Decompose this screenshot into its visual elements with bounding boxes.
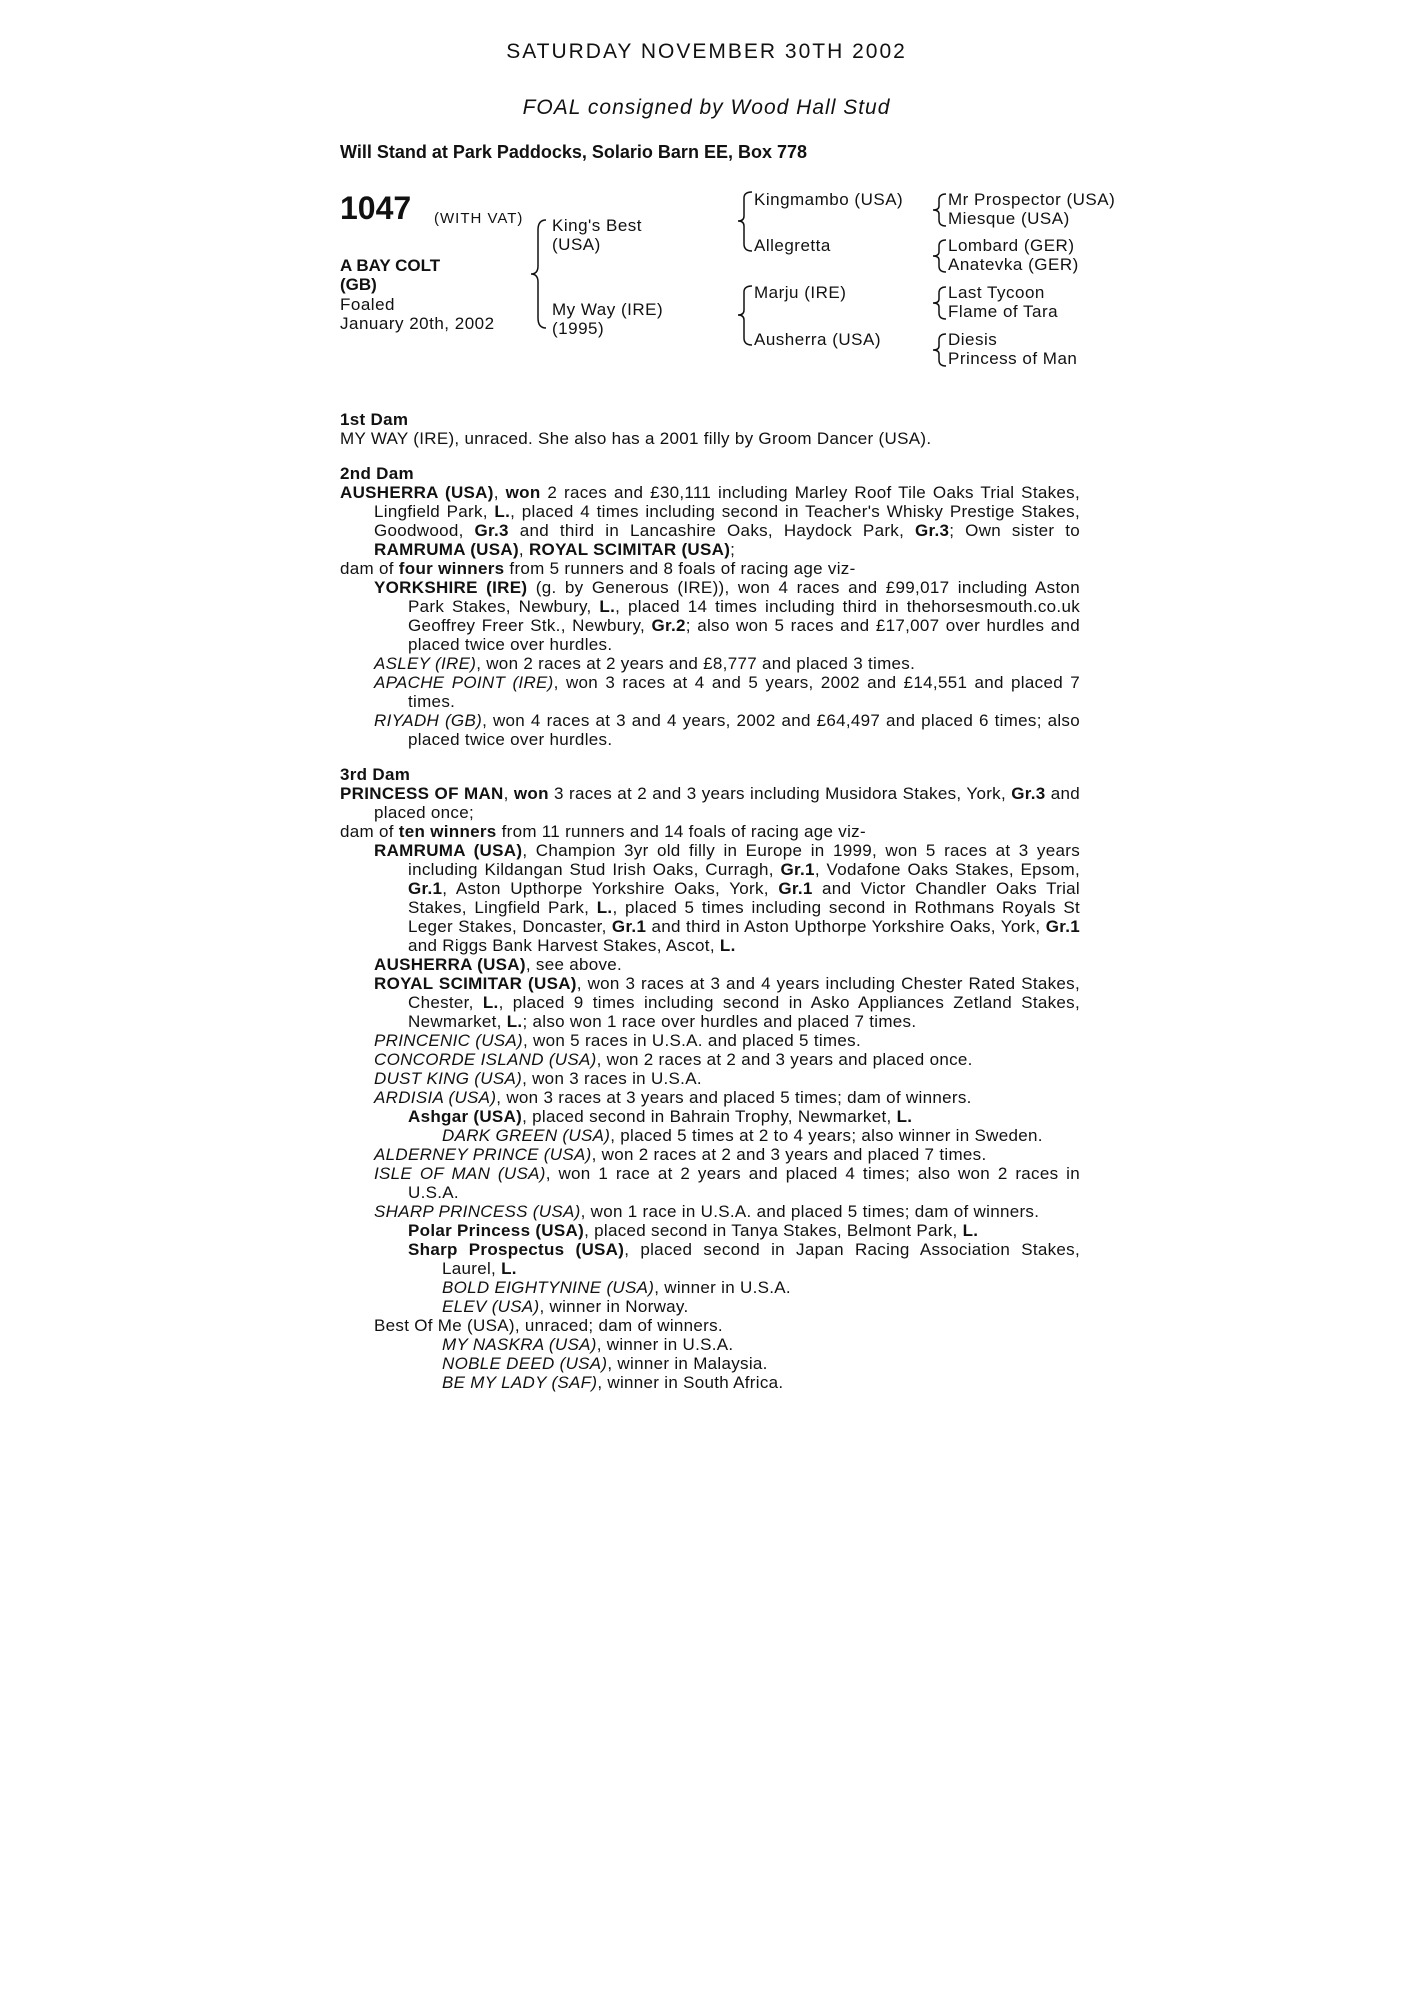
produce-subitem: Polar Princess (USA), placed second in Tanya Stakes, Belmont Park, L.	[408, 1221, 979, 1240]
sire-origin: (USA)	[552, 235, 601, 254]
produce-item: ARDISIA (USA), won 3 races at 3 years and placed 5 times; dam of winners.	[374, 1088, 972, 1107]
pedigree-sire	[552, 216, 642, 254]
produce-item: CONCORDE ISLAND (USA), won 2 races at 2 and 3 years and placed once.	[374, 1050, 973, 1069]
third-dam-entry: PRINCESS OF MAN, won 3 races at 2 and 3 years including Musidora Stakes, York, Gr.3 and placed once;	[340, 784, 1080, 822]
produce-subitem: NOBLE DEED (USA), winner in Malaysia.	[442, 1354, 768, 1373]
first-dam-heading: 1st Dam	[340, 410, 409, 429]
first-dam-text: MY WAY (IRE), unraced. She also has a 2001 filly by Groom Dancer (USA).	[340, 429, 932, 448]
produce-subitem: BE MY LADY (SAF), winner in South Africa.	[442, 1373, 784, 1392]
produce-record	[340, 410, 1080, 1392]
second-dam-entry: AUSHERRA (USA), won 2 races and £30,111 including Marley Roof Tile Oaks Trial Stakes, Lingfield Park, L., placed 4 times including second in Teacher's Whisky Prestige Stakes, Goodwood, Gr.3 and third in Lancashire Oaks, Haydock Park, Gr.3; Own sister to RAMRUMA (USA), ROYAL SCIMITAR (USA);	[340, 483, 1080, 559]
produce-item: APACHE POINT (IRE), won 3 races at 4 and 5 years, 2002 and £14,551 and placed 7 times.	[374, 673, 1080, 711]
third-dam-heading: 3rd Dam	[340, 765, 411, 784]
pedigree-gg-8: Princess of Man	[948, 349, 1078, 368]
pedigree-gg-2: Miesque (USA)	[948, 209, 1070, 228]
produce-item: Best Of Me (USA), unraced; dam of winners.	[374, 1316, 723, 1335]
pedigree-dam-sire: Marju (IRE)	[754, 283, 847, 302]
pedigree-gg-4: Anatevka (GER)	[948, 255, 1079, 274]
dam-name: My Way (IRE)	[552, 300, 664, 319]
pedigree-sire-dam: Allegretta	[754, 236, 831, 255]
lot-description-line2: (GB)	[340, 275, 377, 294]
pedigree-sire-sire: Kingmambo (USA)	[754, 190, 904, 209]
pedigree-dam	[552, 300, 663, 338]
produce-subitem: ELEV (USA), winner in Norway.	[442, 1297, 689, 1316]
consignor: FOAL consigned by Wood Hall Stud	[522, 96, 891, 119]
pedigree-bracket-gg-3	[930, 283, 948, 323]
second-dam-heading: 2nd Dam	[340, 464, 414, 483]
pedigree-gg-5: Last Tycoon	[948, 283, 1045, 302]
foaled-label: Foaled	[340, 295, 395, 314]
dam-year: (1995)	[552, 319, 605, 338]
sire-name: King's Best	[552, 216, 643, 235]
produce-subitem: Sharp Prospectus (USA), placed second in Japan Racing Association Stakes, Laurel, L.	[408, 1240, 1081, 1278]
produce-item: ROYAL SCIMITAR (USA), won 3 races at 3 and 4 years including Chester Rated Stakes, Chester, L., placed 9 times including second in Asko Appliances Zetland Stakes, Newmarket, L.; also won 1 race over hurdles and placed 7 times.	[374, 974, 1081, 1031]
lot-description	[340, 256, 490, 294]
produce-subitem: MY NASKRA (USA), winner in U.S.A.	[442, 1335, 734, 1354]
produce-item: PRINCENIC (USA), won 5 races in U.S.A. and placed 5 times.	[374, 1031, 861, 1050]
produce-item: AUSHERRA (USA), see above.	[374, 955, 623, 974]
foaled-date: January 20th, 2002	[340, 314, 495, 333]
lot-description-line1: A BAY COLT	[340, 256, 441, 275]
produce-item: ASLEY (IRE), won 2 races at 2 years and £8,777 and placed 3 times.	[374, 654, 916, 673]
produce-item: DUST KING (USA), won 3 races in U.S.A.	[374, 1069, 702, 1088]
pedigree-gg-1: Mr Prospector (USA)	[948, 190, 1116, 209]
stand-location: Will Stand at Park Paddocks, Solario Barn EE, Box 778	[340, 142, 807, 162]
pedigree-dam-dam: Ausherra (USA)	[754, 330, 881, 349]
pedigree-bracket-gg-4	[930, 330, 948, 370]
produce-item: SHARP PRINCESS (USA), won 1 race in U.S.A. and placed 5 times; dam of winners.	[374, 1202, 1040, 1221]
produce-item: RAMRUMA (USA), Champion 3yr old filly in Europe in 1999, won 5 races at 3 years including Kildangan Stud Irish Oaks, Curragh, Gr.1, Vodafone Oaks Stakes, Epsom, Gr.1, Aston Upthorpe Yorkshire Oaks, York, Gr.1 and Victor Chandler Oaks Trial Stakes, Lingfield Park, L., placed 5 times including second in Rothmans Royals St Leger Stakes, Doncaster, Gr.1 and third in Aston Upthorpe Yorkshire Oaks, York, Gr.1 and Riggs Bank Harvest Stakes, Ascot, L.	[374, 841, 1081, 955]
produce-item: ALDERNEY PRINCE (USA), won 2 races at 2 and 3 years and placed 7 times.	[374, 1145, 987, 1164]
pedigree-gg-7: Diesis	[948, 330, 998, 349]
produce-item: YORKSHIRE (IRE) (g. by Generous (IRE)), won 4 races and £99,017 including Aston Park Stakes, Newbury, L., placed 14 times including third in thehorsesmouth.co.uk Geoffrey Freer Stk., Newbury, Gr.2; also won 5 races and £17,007 over hurdles and placed twice over hurdles.	[374, 578, 1080, 654]
vat-note: (WITH VAT)	[434, 210, 524, 227]
pedigree-gg-3: Lombard (GER)	[948, 236, 1075, 255]
second-dam-produce-summary: dam of four winners from 5 runners and 8 foals of racing age viz-	[340, 559, 856, 578]
produce-subitem: Ashgar (USA), placed second in Bahrain Trophy, Newmarket, L.	[408, 1107, 913, 1126]
third-dam-produce-summary: dam of ten winners from 11 runners and 14 foals of racing age viz-	[340, 822, 866, 841]
pedigree-bracket-sire	[736, 190, 754, 254]
produce-subitem: DARK GREEN (USA), placed 5 times at 2 to 4 years; also winner in Sweden.	[442, 1126, 1043, 1145]
lot-number: 1047	[340, 190, 412, 226]
pedigree-bracket-main	[528, 218, 550, 330]
produce-item: ISLE OF MAN (USA), won 1 race at 2 years and placed 4 times; also won 2 races in U.S.A.	[374, 1164, 1080, 1202]
pedigree-gg-6: Flame of Tara	[948, 302, 1059, 321]
foaled-info	[340, 295, 495, 333]
sale-date: SATURDAY NOVEMBER 30TH 2002	[506, 40, 907, 63]
pedigree-bracket-dam	[736, 284, 754, 348]
pedigree-bracket-gg-1	[930, 190, 948, 230]
produce-subitem: BOLD EIGHTYNINE (USA), winner in U.S.A.	[442, 1278, 791, 1297]
pedigree-bracket-gg-2	[930, 236, 948, 276]
produce-item: RIYADH (GB), won 4 races at 3 and 4 years, 2002 and £64,497 and placed 6 times; also placed twice over hurdles.	[374, 711, 1080, 749]
